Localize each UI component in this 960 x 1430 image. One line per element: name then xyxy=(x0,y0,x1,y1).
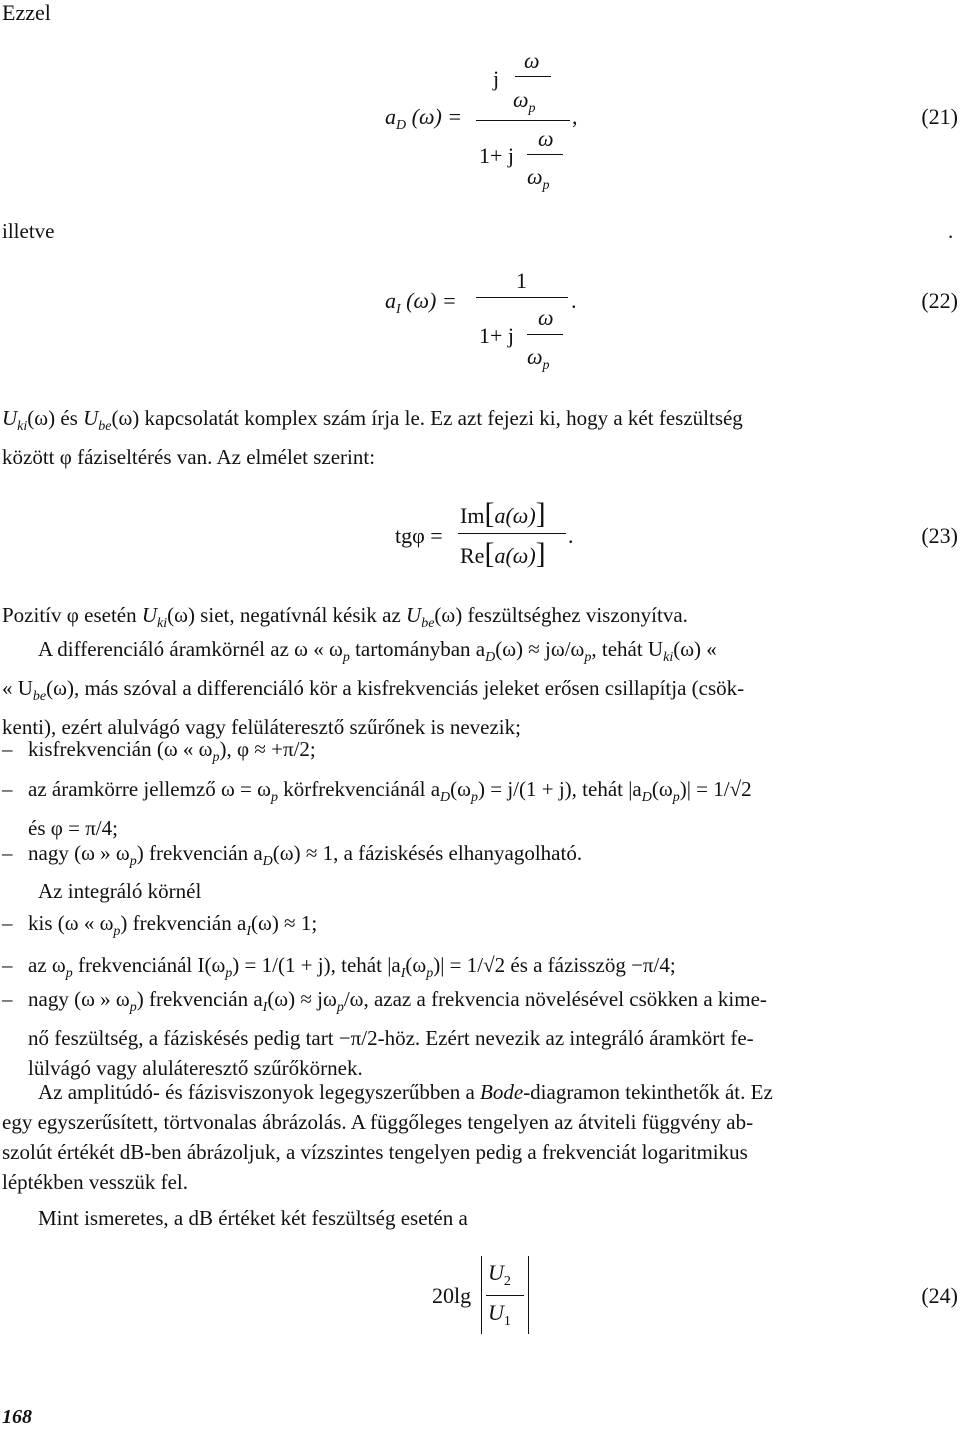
paragraph-5-line-3: szolút értékét dB-ben ábrázoljuk, a vízszintes tengelyen pedig a frekvenciát logaritmikus xyxy=(2,1140,748,1164)
eq21-den-fraction-bar xyxy=(527,154,563,155)
eq24-number: (24) xyxy=(921,1283,958,1308)
paragraph-5-line-2: egy egyszerűsített, törtvonalas ábrázolás. A függőleges tengelyen az átviteli függvény ab- xyxy=(2,1110,754,1134)
eq22-den-omega: ω xyxy=(538,305,554,330)
eq23-lhs: tgφ = xyxy=(395,523,443,548)
list-1-item-2-line-2: és φ = π/4; xyxy=(28,816,118,840)
eq22-den-prefix: 1+ j xyxy=(479,323,515,348)
paragraph-1 xyxy=(2,403,958,472)
paragraph-1-line-2: között φ fáziseltérés van. Az elmélet szerint: xyxy=(2,445,376,469)
paragraph-3-line-3: kenti), ezért alulvágó vagy felüláteresztő szűrőnek is nevezik; xyxy=(2,715,521,739)
page-number: 168 xyxy=(2,1406,32,1428)
eq22-trail: . xyxy=(571,288,577,313)
list-2-item-2: – az $\omega_p$ frekvenciánál $I(\omega_p) = 1/(1 + j)$, tehát $|a_I(\omega_p)| = 1/√2$ és a fázisszög −π/4; xyxy=(2,950,958,989)
paragraph-4: Az integráló körnél xyxy=(38,879,202,903)
eq24-abs-bar-left xyxy=(481,1256,482,1334)
eq21-den-omega-p: $\omega_p$ xyxy=(527,164,550,193)
list-dash: – xyxy=(2,841,13,865)
paragraph-6: Mint ismeretes, a dB értéket két feszültség esetén a xyxy=(38,1206,468,1230)
eq21-lhs: $a_D$ (ω) = xyxy=(385,104,463,133)
list-2-item-3-line-3: lülvágó vagy aluláteresztő szűrőkörnek. xyxy=(28,1056,363,1080)
eq22-number: (22) xyxy=(921,288,958,313)
paragraph-3-line-2: « $U_{be}(\omega)$, más szóval a differenciáló kör a kisfrekvenciás jeleket erősen csillapítja (csök- xyxy=(2,676,745,704)
list-1-item-3: – nagy (ω » $\omega_p$) frekvencián $a_D(\omega) \approx 1$, a fáziskésés elhanyagolható. xyxy=(2,838,958,877)
eq21-num-j: j xyxy=(493,66,500,91)
page-header-title: Ezzel xyxy=(2,0,51,25)
eq23-numerator: Im[a(ω)] xyxy=(460,497,546,530)
list-dash: – xyxy=(2,777,13,801)
paragraph-3 xyxy=(2,634,958,742)
paragraph-5-line-4: léptékben vesszük fel. xyxy=(2,1170,189,1194)
paragraph-5-line-1: Az amplitúdó- és fázisviszonyok legegyszerűbben a Bode-diagramon tekinthetők át. Ez xyxy=(38,1080,773,1104)
eq21-num-omega: ω xyxy=(524,48,540,73)
eq21-number: (21) xyxy=(921,104,958,129)
eq24-fraction-bar xyxy=(486,1295,524,1296)
list-1-item-2: – az áramkörre jellemző $\omega = \omega_p$ körfrekvenciánál $a_D(\omega_p) = j/(1 + j)$, tehát $|a_D(\omega_p)| = 1/√2$ és φ = π/4; xyxy=(2,774,958,843)
eq22-main-fraction-bar xyxy=(476,297,568,298)
paragraph-1-line-1: $U_{ki}(\omega)$ és $U_{be}(\omega)$ kapcsolatát komplex szám írja le. Ez azt fejezi ki, hogy a két feszültség xyxy=(2,406,743,434)
paragraph-2: Pozitív φ esetén $U_{ki}(\omega)$ siet, negatívnál késik az $U_{be}(\omega)$ feszültséghez viszonyítva. xyxy=(2,603,688,631)
list-2-item-3-line-2: nő feszültség, a fáziskésés pedig tart −π/2-höz. Ezért nevezik az integráló áramkört fe- xyxy=(28,1026,754,1050)
list-1-item-1: – kisfrekvencián (ω « $\omega_p$), φ ≈ +π/2; xyxy=(2,734,958,773)
eq24-prefix: 20lg xyxy=(432,1283,472,1308)
eq24-abs-bar-right xyxy=(528,1256,529,1334)
eq22-numerator: 1 xyxy=(516,268,527,293)
eq21-num-omega-p: $\omega_p$ xyxy=(513,87,536,116)
eq23-number: (23) xyxy=(921,523,958,548)
eq24-denominator: $U_1$ xyxy=(488,1300,511,1329)
paragraph-5 xyxy=(2,1077,958,1197)
eq21-inner-fraction-bar xyxy=(515,76,551,77)
list-2-item-1: – kis (ω « $\omega_p$) frekvencián $a_I(\omega) \approx 1$; xyxy=(2,908,958,947)
eq23-fraction-bar xyxy=(458,533,566,534)
eq21-den-prefix: 1+ j xyxy=(479,143,515,168)
list-dash: – xyxy=(2,911,13,935)
eq22-den-omega-p: $\omega_p$ xyxy=(527,344,550,373)
list-dash: – xyxy=(2,987,13,1011)
paragraph-3-line-1: A differenciáló áramkörnél az ω « $\omega_p$ tartományban $a_D(\omega) \approx j\omega/\omega_p$, tehát $U_{ki}(\omega)$ « xyxy=(38,637,717,665)
eq23-denominator: Re[a(ω)] xyxy=(460,537,546,570)
eq22-lhs: $a_I$ (ω) = xyxy=(385,288,457,317)
list-2-item-3: – nagy (ω » $\omega_p$) frekvencián $a_I(\omega) \approx j\omega_p/\omega$, azaz a frekvencia növelésével csökken a kime- nő feszültség, a fáziskésés pedig tart −π/2-höz. Ezért nevezik az integráló áramkört fe- lülvágó vagy aluláteresztő szűrőkörnek. xyxy=(2,984,958,1083)
eq21-trail: , xyxy=(572,104,578,129)
eq21-den-omega: ω xyxy=(538,126,554,151)
eq23-trail: . xyxy=(568,523,574,548)
illetve-word: illetve xyxy=(2,219,55,243)
eq24-numerator: $U_2$ xyxy=(488,1260,511,1289)
eq21-main-fraction-bar xyxy=(476,120,570,121)
illetve-dot: . xyxy=(948,219,954,243)
list-dash: – xyxy=(2,737,13,761)
list-dash: – xyxy=(2,953,13,977)
eq22-den-fraction-bar xyxy=(527,334,563,335)
